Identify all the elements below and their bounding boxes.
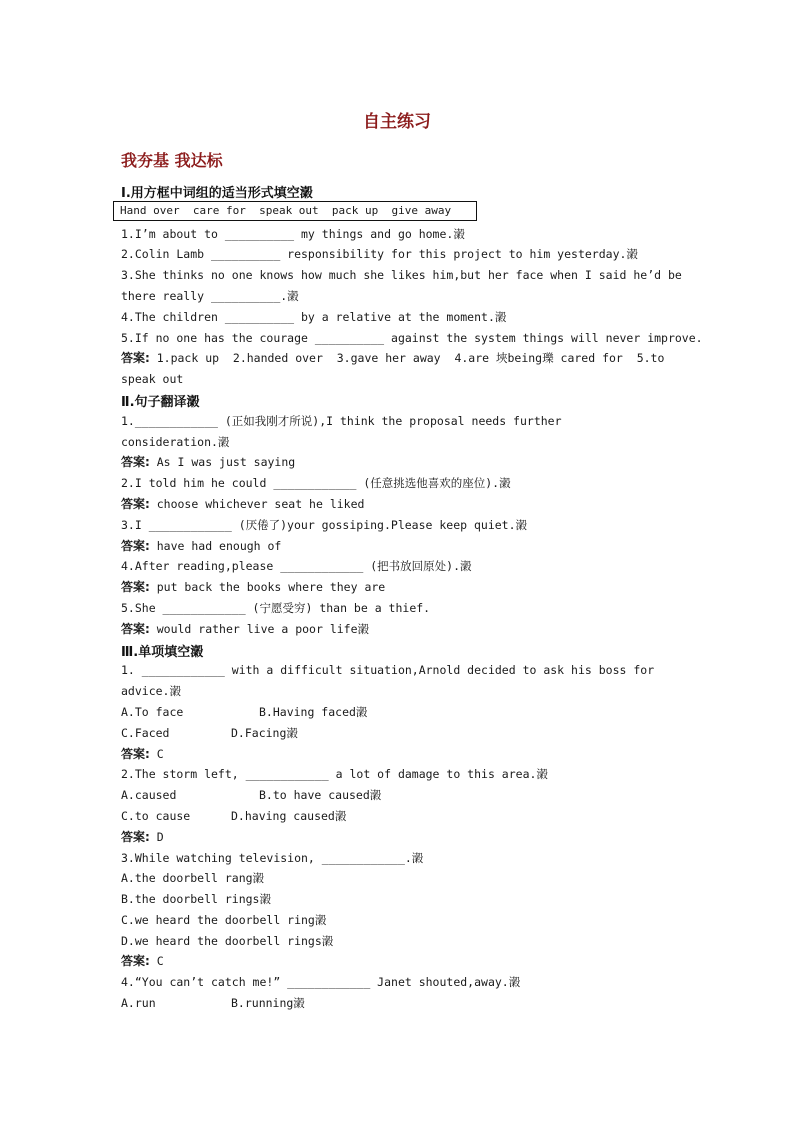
s3-q3-option-a: A.the doorbell rang瀔 (121, 871, 265, 885)
s3-q1-option-a: A.To face (121, 705, 184, 719)
s3-question-4: 4.“You can’t catch me!” ____________ Janet shouted,away.瀔 (121, 975, 521, 989)
s3-q1-option-c: C.Faced (121, 726, 170, 740)
s2-question-1-line1: 1.____________ (正如我刚才所说),I think the proposal needs further (121, 414, 562, 428)
s1-question-4: 4.The children __________ by a relative at the moment.瀔 (121, 310, 507, 324)
s3-q3-option-c: C.we heard the doorbell ring瀔 (121, 913, 327, 927)
section2-heading: Ⅱ.句子翻译瀔 (121, 395, 200, 410)
s2-answer-4-text: put back the books where they are (149, 580, 386, 594)
s2-answer-1-text: As I was just saying (149, 455, 296, 469)
s3-question-1-line1: 1. ____________ with a difficult situation,Arnold decided to ask his boss for (121, 663, 655, 677)
s3-answer-2-text: D (149, 830, 164, 844)
answer-label: 答案: (121, 954, 150, 968)
s3-question-2: 2.The storm left, ____________ a lot of damage to this area.瀔 (121, 767, 548, 781)
s3-q2-option-c: C.to cause (121, 809, 191, 823)
answer-label: 答案: (121, 351, 150, 365)
s2-question-4: 4.After reading,please ____________ (把书放回原处).瀔 (121, 559, 472, 573)
s3-answer-1 (121, 746, 677, 762)
s3-answer-2 (121, 829, 677, 845)
s2-question-5: 5.She ____________ (宁愿受穷) than be a thief. (121, 601, 431, 615)
s1-answer-line1 (121, 350, 677, 366)
s2-answer-4 (121, 579, 677, 595)
s2-question-2: 2.I told him he could ____________ (任意挑选他喜欢的座位).瀔 (121, 476, 511, 490)
section3-heading: Ⅲ.单项填空瀔 (121, 645, 204, 660)
answer-label: 答案: (121, 455, 150, 469)
answer-label: 答案: (121, 580, 150, 594)
s3-answer-1-text: C (149, 747, 164, 761)
answer-label: 答案: (121, 747, 150, 761)
s1-question-5: 5.If no one has the courage __________ against the system things will never improve. (121, 331, 703, 345)
s3-q3-option-d: D.we heard the doorbell rings瀔 (121, 934, 334, 948)
page-title: 自主练习 (363, 112, 431, 132)
s3-q3-option-b: B.the doorbell rings瀔 (121, 892, 271, 906)
s3-answer-3-text: C (149, 954, 164, 968)
page-subtitle: 我夯基 我达标 (121, 151, 223, 170)
s3-q1-option-d: D.Facing瀔 (231, 726, 298, 740)
s1-answer-line2: speak out (121, 372, 184, 386)
s2-answer-2-text: choose whichever seat he liked (149, 497, 365, 511)
s1-question-1: 1.I’m about to __________ my things and go home.瀔 (121, 227, 465, 241)
s3-q4-option-a: A.run (121, 996, 156, 1010)
s2-question-3: 3.I ____________ (厌倦了)your gossiping.Please keep quiet.瀔 (121, 518, 528, 532)
s1-question-3-line1: 3.She thinks no one knows how much she likes him,but her face when I said he’d be (121, 268, 682, 282)
word-box: Hand over care for speak out pack up give away (113, 201, 477, 221)
answer-label: 答案: (121, 497, 150, 511)
s2-answer-5 (121, 621, 677, 637)
s2-question-1-line2: consideration.瀔 (121, 435, 230, 449)
s3-question-1-line2: advice.瀔 (121, 684, 181, 698)
s3-q4-option-b: B.running瀔 (231, 996, 305, 1010)
s1-answer-text: 1.pack up 2.handed over 3.gave her away 4.are 埉being瓅 cared for 5.to (149, 351, 665, 365)
answer-label: 答案: (121, 539, 150, 553)
s3-q2-option-d: D.having caused瀔 (231, 809, 347, 823)
answer-label: 答案: (121, 622, 150, 636)
s3-q2-option-a: A.caused (121, 788, 177, 802)
s3-question-3: 3.While watching television, ____________.瀔 (121, 851, 424, 865)
s3-q2-option-b: B.to have caused瀔 (259, 788, 382, 802)
s3-answer-3 (121, 953, 677, 969)
s1-question-3-line2: there really __________.瀔 (121, 289, 299, 303)
s2-answer-5-text: would rather live a poor life瀔 (149, 622, 370, 636)
answer-label: 答案: (121, 830, 150, 844)
s2-answer-1 (121, 454, 677, 470)
section1-heading: Ⅰ.用方框中词组的适当形式填空瀔 (121, 186, 313, 201)
s3-q1-option-b: B.Having faced瀔 (259, 705, 368, 719)
s2-answer-3 (121, 538, 677, 554)
s2-answer-3-text: have had enough of (149, 539, 282, 553)
s1-question-2: 2.Colin Lamb __________ responsibility for this project to him yesterday.瀔 (121, 247, 638, 261)
s2-answer-2 (121, 496, 677, 512)
